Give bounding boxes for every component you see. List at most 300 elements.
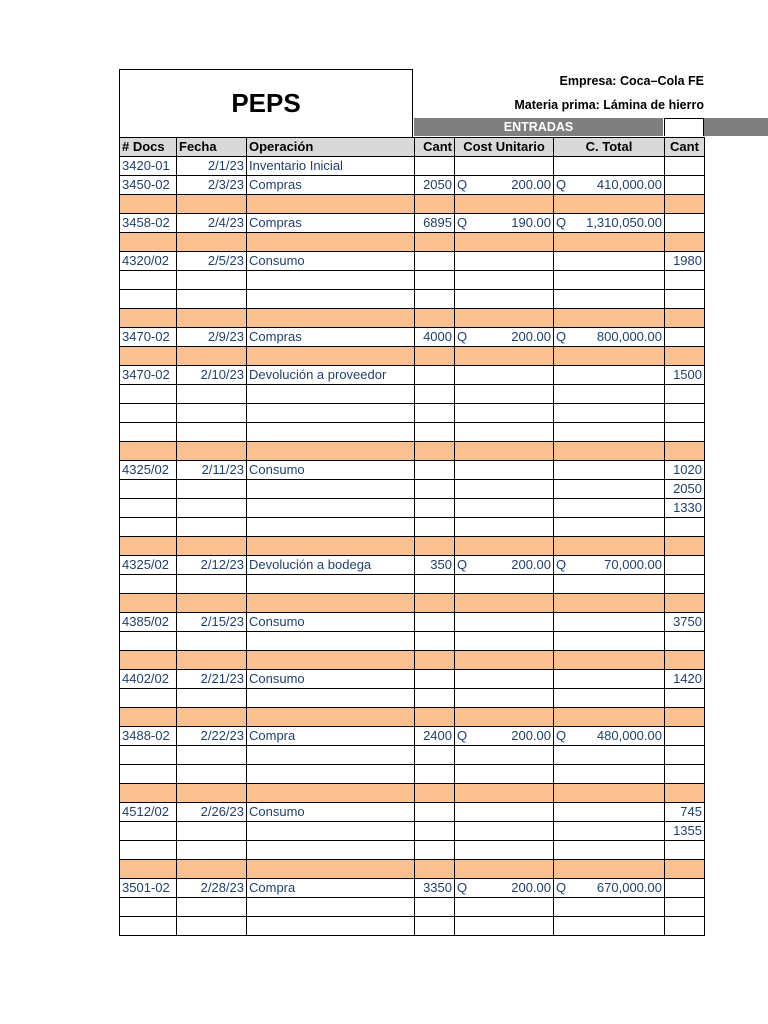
cell-scant[interactable] — [665, 689, 705, 708]
cell-cant[interactable] — [415, 632, 455, 651]
cell-cu[interactable] — [455, 404, 554, 423]
cell-doc[interactable] — [120, 537, 177, 556]
cell-op[interactable]: Compras — [247, 214, 415, 233]
cell-cu[interactable] — [455, 366, 554, 385]
cell-cu[interactable] — [455, 632, 554, 651]
cell-cant[interactable] — [415, 689, 455, 708]
cell-cant[interactable] — [415, 670, 455, 689]
cell-fecha[interactable] — [177, 651, 247, 670]
cell-fecha[interactable] — [177, 917, 247, 936]
cell-cu[interactable] — [455, 765, 554, 784]
cell-ct[interactable] — [554, 746, 665, 765]
cell-ct[interactable] — [554, 632, 665, 651]
cell-ct[interactable] — [554, 765, 665, 784]
cell-doc[interactable] — [120, 632, 177, 651]
cell-fecha[interactable]: 2/4/23 — [177, 214, 247, 233]
cell-fecha[interactable]: 2/28/23 — [177, 879, 247, 898]
cell-cant[interactable] — [415, 594, 455, 613]
cell-op[interactable] — [247, 537, 415, 556]
cell-cant[interactable]: 4000 — [415, 328, 455, 347]
cell-cu[interactable] — [455, 860, 554, 879]
cell-fecha[interactable] — [177, 442, 247, 461]
cell-cu[interactable] — [455, 309, 554, 328]
cell-ct[interactable] — [554, 157, 665, 176]
cell-cu[interactable] — [455, 613, 554, 632]
cell-cant[interactable] — [415, 385, 455, 404]
cell-scant[interactable] — [665, 290, 705, 309]
cell-doc[interactable]: 3470-02 — [120, 366, 177, 385]
cell-cu[interactable] — [455, 518, 554, 537]
cell-ct[interactable] — [554, 347, 665, 366]
cell-doc[interactable]: 3450-02 — [120, 176, 177, 195]
cell-cu[interactable] — [455, 879, 554, 898]
cell-op[interactable] — [247, 689, 415, 708]
cell-scant[interactable] — [665, 575, 705, 594]
cell-fecha[interactable] — [177, 537, 247, 556]
cell-ct[interactable] — [554, 822, 665, 841]
cell-ct[interactable] — [554, 233, 665, 252]
cell-ct[interactable] — [554, 195, 665, 214]
cell-scant[interactable]: 2050 — [665, 480, 705, 499]
col-header-cost-unitario: Cost Unitario — [455, 138, 554, 157]
cell-doc[interactable] — [120, 765, 177, 784]
cell-scant[interactable] — [665, 594, 705, 613]
cell-cant[interactable] — [415, 917, 455, 936]
cell-cant[interactable] — [415, 651, 455, 670]
cell-ct[interactable] — [554, 556, 665, 575]
cell-fecha[interactable] — [177, 632, 247, 651]
cell-cant[interactable] — [415, 309, 455, 328]
cell-doc[interactable] — [120, 499, 177, 518]
cell-cant[interactable] — [415, 347, 455, 366]
cell-cant[interactable] — [415, 252, 455, 271]
cell-doc[interactable] — [120, 233, 177, 252]
cell-fecha[interactable] — [177, 765, 247, 784]
cell-cant[interactable] — [415, 822, 455, 841]
cell-doc[interactable]: 4512/02 — [120, 803, 177, 822]
cell-ct[interactable] — [554, 879, 665, 898]
cell-op[interactable]: Devolución a bodega — [247, 556, 415, 575]
cell-scant[interactable]: 1020 — [665, 461, 705, 480]
cell-op[interactable] — [247, 404, 415, 423]
cell-fecha[interactable] — [177, 822, 247, 841]
cell-ct[interactable] — [554, 442, 665, 461]
cell-ct[interactable] — [554, 537, 665, 556]
cell-ct[interactable] — [554, 252, 665, 271]
cell-doc[interactable] — [120, 822, 177, 841]
cell-op[interactable]: Compra — [247, 879, 415, 898]
cell-cu[interactable] — [455, 328, 554, 347]
cell-scant[interactable] — [665, 879, 705, 898]
cell-scant[interactable] — [665, 708, 705, 727]
cell-cant[interactable] — [415, 461, 455, 480]
cell-scant[interactable] — [665, 404, 705, 423]
cell-cu[interactable] — [455, 822, 554, 841]
cell-cant[interactable] — [415, 898, 455, 917]
cell-fecha[interactable] — [177, 290, 247, 309]
cell-fecha[interactable]: 2/10/23 — [177, 366, 247, 385]
cell-cu[interactable] — [455, 575, 554, 594]
cell-op[interactable]: Devolución a proveedor — [247, 366, 415, 385]
cell-doc[interactable]: 4325/02 — [120, 461, 177, 480]
cell-doc[interactable] — [120, 290, 177, 309]
cell-cu[interactable] — [455, 347, 554, 366]
cell-fecha[interactable] — [177, 195, 247, 214]
cell-op[interactable] — [247, 385, 415, 404]
cell-doc[interactable]: 3470-02 — [120, 328, 177, 347]
cell-op[interactable]: Consumo — [247, 613, 415, 632]
cell-op[interactable] — [247, 765, 415, 784]
cell-scant[interactable] — [665, 271, 705, 290]
cell-fecha[interactable] — [177, 404, 247, 423]
cell-op[interactable] — [247, 233, 415, 252]
currency-symbol: Q — [457, 557, 468, 572]
table-row — [120, 803, 705, 822]
cell-op[interactable] — [247, 898, 415, 917]
cell-ct[interactable] — [554, 290, 665, 309]
cell-ct[interactable] — [554, 461, 665, 480]
cell-ct[interactable] — [554, 708, 665, 727]
cell-ct[interactable] — [554, 366, 665, 385]
cell-doc[interactable]: 3501-02 — [120, 879, 177, 898]
cell-cant[interactable] — [415, 518, 455, 537]
cell-cant[interactable] — [415, 442, 455, 461]
cell-cu[interactable] — [455, 746, 554, 765]
table-row — [120, 765, 705, 784]
cell-cant[interactable]: 350 — [415, 556, 455, 575]
cell-ct[interactable] — [554, 784, 665, 803]
cell-scant[interactable]: 3750 — [665, 613, 705, 632]
cell-op[interactable] — [247, 423, 415, 442]
cell-cu[interactable] — [455, 917, 554, 936]
cell-doc[interactable] — [120, 195, 177, 214]
cell-fecha[interactable] — [177, 784, 247, 803]
currency-symbol: Q — [556, 728, 567, 743]
cell-scant[interactable] — [665, 765, 705, 784]
cell-ct[interactable] — [554, 898, 665, 917]
cell-cant[interactable] — [415, 423, 455, 442]
cell-cu[interactable] — [455, 784, 554, 803]
cell-op[interactable] — [247, 518, 415, 537]
cell-ct[interactable] — [554, 404, 665, 423]
cell-op[interactable] — [247, 442, 415, 461]
cell-ct[interactable] — [554, 480, 665, 499]
cell-fecha[interactable] — [177, 499, 247, 518]
cell-fecha[interactable] — [177, 347, 247, 366]
cell-cant[interactable] — [415, 195, 455, 214]
cell-op[interactable] — [247, 708, 415, 727]
cell-scant[interactable] — [665, 537, 705, 556]
cell-fecha[interactable]: 2/3/23 — [177, 176, 247, 195]
cell-scant[interactable] — [665, 233, 705, 252]
cell-fecha[interactable]: 2/5/23 — [177, 252, 247, 271]
cell-fecha[interactable] — [177, 708, 247, 727]
cell-fecha[interactable] — [177, 423, 247, 442]
cell-cu[interactable] — [455, 556, 554, 575]
cell-cu[interactable] — [455, 157, 554, 176]
cell-ct[interactable] — [554, 309, 665, 328]
cell-ct[interactable] — [554, 917, 665, 936]
cell-doc[interactable] — [120, 518, 177, 537]
cell-scant[interactable]: 1330 — [665, 499, 705, 518]
cell-fecha[interactable] — [177, 480, 247, 499]
cell-cu[interactable] — [455, 195, 554, 214]
cell-ct[interactable] — [554, 385, 665, 404]
cell-op[interactable] — [247, 632, 415, 651]
cant-column-top-cell — [664, 118, 704, 136]
cell-cant[interactable] — [415, 613, 455, 632]
cell-op[interactable] — [247, 860, 415, 879]
cell-scant[interactable] — [665, 518, 705, 537]
cell-fecha[interactable] — [177, 860, 247, 879]
cell-fecha[interactable] — [177, 309, 247, 328]
cell-cant[interactable] — [415, 803, 455, 822]
cell-fecha[interactable]: 2/15/23 — [177, 613, 247, 632]
cell-cu[interactable] — [455, 252, 554, 271]
cell-scant[interactable]: 1355 — [665, 822, 705, 841]
cell-doc[interactable] — [120, 271, 177, 290]
cell-cu[interactable] — [455, 594, 554, 613]
cell-ct[interactable] — [554, 423, 665, 442]
cell-cant[interactable] — [415, 157, 455, 176]
cell-doc[interactable] — [120, 309, 177, 328]
cell-cant[interactable] — [415, 784, 455, 803]
cell-scant[interactable]: 1420 — [665, 670, 705, 689]
table-row — [120, 879, 705, 898]
cell-cu[interactable] — [455, 841, 554, 860]
cell-doc[interactable] — [120, 404, 177, 423]
cell-cant[interactable] — [415, 290, 455, 309]
amount-value: 200.00 — [511, 329, 551, 344]
table-row — [120, 271, 705, 290]
cell-fecha[interactable] — [177, 233, 247, 252]
cell-cant[interactable] — [415, 366, 455, 385]
cell-ct[interactable] — [554, 214, 665, 233]
cell-doc[interactable]: 3458-02 — [120, 214, 177, 233]
cell-doc[interactable] — [120, 784, 177, 803]
cell-cu[interactable] — [455, 803, 554, 822]
cell-cant[interactable] — [415, 841, 455, 860]
cell-fecha[interactable]: 2/12/23 — [177, 556, 247, 575]
cell-cu[interactable] — [455, 670, 554, 689]
cell-fecha[interactable] — [177, 746, 247, 765]
cell-op[interactable]: Compras — [247, 328, 415, 347]
cell-cant[interactable] — [415, 271, 455, 290]
cell-op[interactable] — [247, 347, 415, 366]
cell-scant[interactable] — [665, 841, 705, 860]
cell-scant[interactable] — [665, 651, 705, 670]
cell-cu[interactable] — [455, 233, 554, 252]
cell-ct[interactable] — [554, 670, 665, 689]
cell-fecha[interactable]: 2/11/23 — [177, 461, 247, 480]
cell-cant[interactable]: 3350 — [415, 879, 455, 898]
cell-scant[interactable] — [665, 347, 705, 366]
cell-cant[interactable] — [415, 860, 455, 879]
cell-scant[interactable] — [665, 632, 705, 651]
cell-op[interactable]: Compra — [247, 727, 415, 746]
cell-ct[interactable] — [554, 689, 665, 708]
cell-doc[interactable]: 4320/02 — [120, 252, 177, 271]
cell-ct[interactable] — [554, 860, 665, 879]
cell-scant[interactable] — [665, 328, 705, 347]
cell-scant[interactable]: 745 — [665, 803, 705, 822]
cell-cu[interactable] — [455, 176, 554, 195]
cell-doc[interactable] — [120, 594, 177, 613]
cell-cant[interactable]: 2050 — [415, 176, 455, 195]
cell-doc[interactable]: 3488-02 — [120, 727, 177, 746]
cell-ct[interactable] — [554, 575, 665, 594]
table-body — [120, 157, 705, 936]
cell-ct[interactable] — [554, 613, 665, 632]
cell-scant[interactable]: 1500 — [665, 366, 705, 385]
cell-cu[interactable] — [455, 651, 554, 670]
col-header-cant: Cant — [415, 138, 455, 157]
cell-fecha[interactable]: 2/26/23 — [177, 803, 247, 822]
cell-scant[interactable] — [665, 309, 705, 328]
cell-scant[interactable] — [665, 442, 705, 461]
currency-symbol: Q — [556, 215, 567, 230]
cell-doc[interactable] — [120, 841, 177, 860]
cell-scant[interactable] — [665, 157, 705, 176]
cell-scant[interactable] — [665, 385, 705, 404]
cell-scant[interactable] — [665, 423, 705, 442]
cell-doc[interactable] — [120, 385, 177, 404]
cell-op[interactable]: Consumo — [247, 670, 415, 689]
cell-cu[interactable] — [455, 442, 554, 461]
cell-cu[interactable] — [455, 689, 554, 708]
cell-scant[interactable] — [665, 746, 705, 765]
cell-doc[interactable] — [120, 423, 177, 442]
cell-op[interactable]: Inventario Inicial — [247, 157, 415, 176]
cell-cu[interactable] — [455, 898, 554, 917]
cell-cu[interactable] — [455, 385, 554, 404]
cell-fecha[interactable] — [177, 594, 247, 613]
cell-ct[interactable] — [554, 271, 665, 290]
cell-cu[interactable] — [455, 727, 554, 746]
cell-op[interactable]: Consumo — [247, 461, 415, 480]
cell-cu[interactable] — [455, 499, 554, 518]
cell-scant[interactable] — [665, 195, 705, 214]
cell-op[interactable] — [247, 651, 415, 670]
cell-doc[interactable] — [120, 651, 177, 670]
cell-fecha[interactable] — [177, 898, 247, 917]
cell-fecha[interactable] — [177, 841, 247, 860]
cell-cant[interactable] — [415, 746, 455, 765]
cell-op[interactable] — [247, 784, 415, 803]
cell-doc[interactable]: 4325/02 — [120, 556, 177, 575]
cell-cant[interactable] — [415, 404, 455, 423]
cell-op[interactable] — [247, 917, 415, 936]
cell-op[interactable] — [247, 499, 415, 518]
cell-fecha[interactable] — [177, 271, 247, 290]
cell-fecha[interactable]: 2/21/23 — [177, 670, 247, 689]
cell-op[interactable]: Consumo — [247, 803, 415, 822]
cell-op[interactable] — [247, 480, 415, 499]
cell-doc[interactable]: 4385/02 — [120, 613, 177, 632]
cell-scant[interactable] — [665, 214, 705, 233]
cell-cant[interactable] — [415, 765, 455, 784]
cell-scant[interactable] — [665, 727, 705, 746]
cell-scant[interactable] — [665, 917, 705, 936]
cell-cu[interactable] — [455, 423, 554, 442]
cell-cu[interactable] — [455, 214, 554, 233]
cell-fecha[interactable]: 2/1/23 — [177, 157, 247, 176]
cell-scant[interactable] — [665, 176, 705, 195]
cell-ct[interactable] — [554, 727, 665, 746]
cell-op[interactable] — [247, 594, 415, 613]
cell-scant[interactable]: 1980 — [665, 252, 705, 271]
cell-cant[interactable] — [415, 575, 455, 594]
cell-ct[interactable] — [554, 176, 665, 195]
cell-op[interactable] — [247, 309, 415, 328]
cell-cant[interactable] — [415, 537, 455, 556]
cell-ct[interactable] — [554, 651, 665, 670]
cell-scant[interactable] — [665, 556, 705, 575]
cell-fecha[interactable] — [177, 689, 247, 708]
cell-op[interactable]: Consumo — [247, 252, 415, 271]
cell-scant[interactable] — [665, 898, 705, 917]
cell-cu[interactable] — [455, 708, 554, 727]
cell-op[interactable] — [247, 195, 415, 214]
cell-doc[interactable] — [120, 917, 177, 936]
cell-op[interactable] — [247, 271, 415, 290]
cell-doc[interactable]: 3420-01 — [120, 157, 177, 176]
cell-fecha[interactable]: 2/22/23 — [177, 727, 247, 746]
cell-fecha[interactable] — [177, 385, 247, 404]
amount-value: 70,000.00 — [604, 557, 662, 572]
cell-cant[interactable] — [415, 499, 455, 518]
cell-cant[interactable] — [415, 233, 455, 252]
cell-ct[interactable] — [554, 499, 665, 518]
cell-ct[interactable] — [554, 841, 665, 860]
cell-ct[interactable] — [554, 803, 665, 822]
cell-scant[interactable] — [665, 784, 705, 803]
cell-fecha[interactable] — [177, 518, 247, 537]
cell-doc[interactable] — [120, 708, 177, 727]
cell-op[interactable] — [247, 841, 415, 860]
cell-doc[interactable] — [120, 860, 177, 879]
cell-cant[interactable] — [415, 480, 455, 499]
cell-ct[interactable] — [554, 518, 665, 537]
cell-op[interactable] — [247, 575, 415, 594]
cell-cant[interactable]: 2400 — [415, 727, 455, 746]
cell-fecha[interactable] — [177, 575, 247, 594]
cell-cu[interactable] — [455, 461, 554, 480]
cell-doc[interactable] — [120, 575, 177, 594]
cell-cu[interactable] — [455, 290, 554, 309]
cell-op[interactable] — [247, 290, 415, 309]
cell-op[interactable] — [247, 822, 415, 841]
cell-cant[interactable] — [415, 708, 455, 727]
cell-ct[interactable] — [554, 594, 665, 613]
cell-cant[interactable]: 6895 — [415, 214, 455, 233]
cell-doc[interactable] — [120, 898, 177, 917]
cell-ct[interactable] — [554, 328, 665, 347]
cell-doc[interactable] — [120, 746, 177, 765]
cell-scant[interactable] — [665, 860, 705, 879]
cell-cu[interactable] — [455, 271, 554, 290]
cell-fecha[interactable]: 2/9/23 — [177, 328, 247, 347]
cell-doc[interactable] — [120, 347, 177, 366]
cell-cu[interactable] — [455, 537, 554, 556]
cell-doc[interactable] — [120, 442, 177, 461]
cell-doc[interactable]: 4402/02 — [120, 670, 177, 689]
cell-op[interactable]: Compras — [247, 176, 415, 195]
cell-doc[interactable] — [120, 480, 177, 499]
cell-op[interactable] — [247, 746, 415, 765]
cell-cu[interactable] — [455, 480, 554, 499]
cell-doc[interactable] — [120, 689, 177, 708]
